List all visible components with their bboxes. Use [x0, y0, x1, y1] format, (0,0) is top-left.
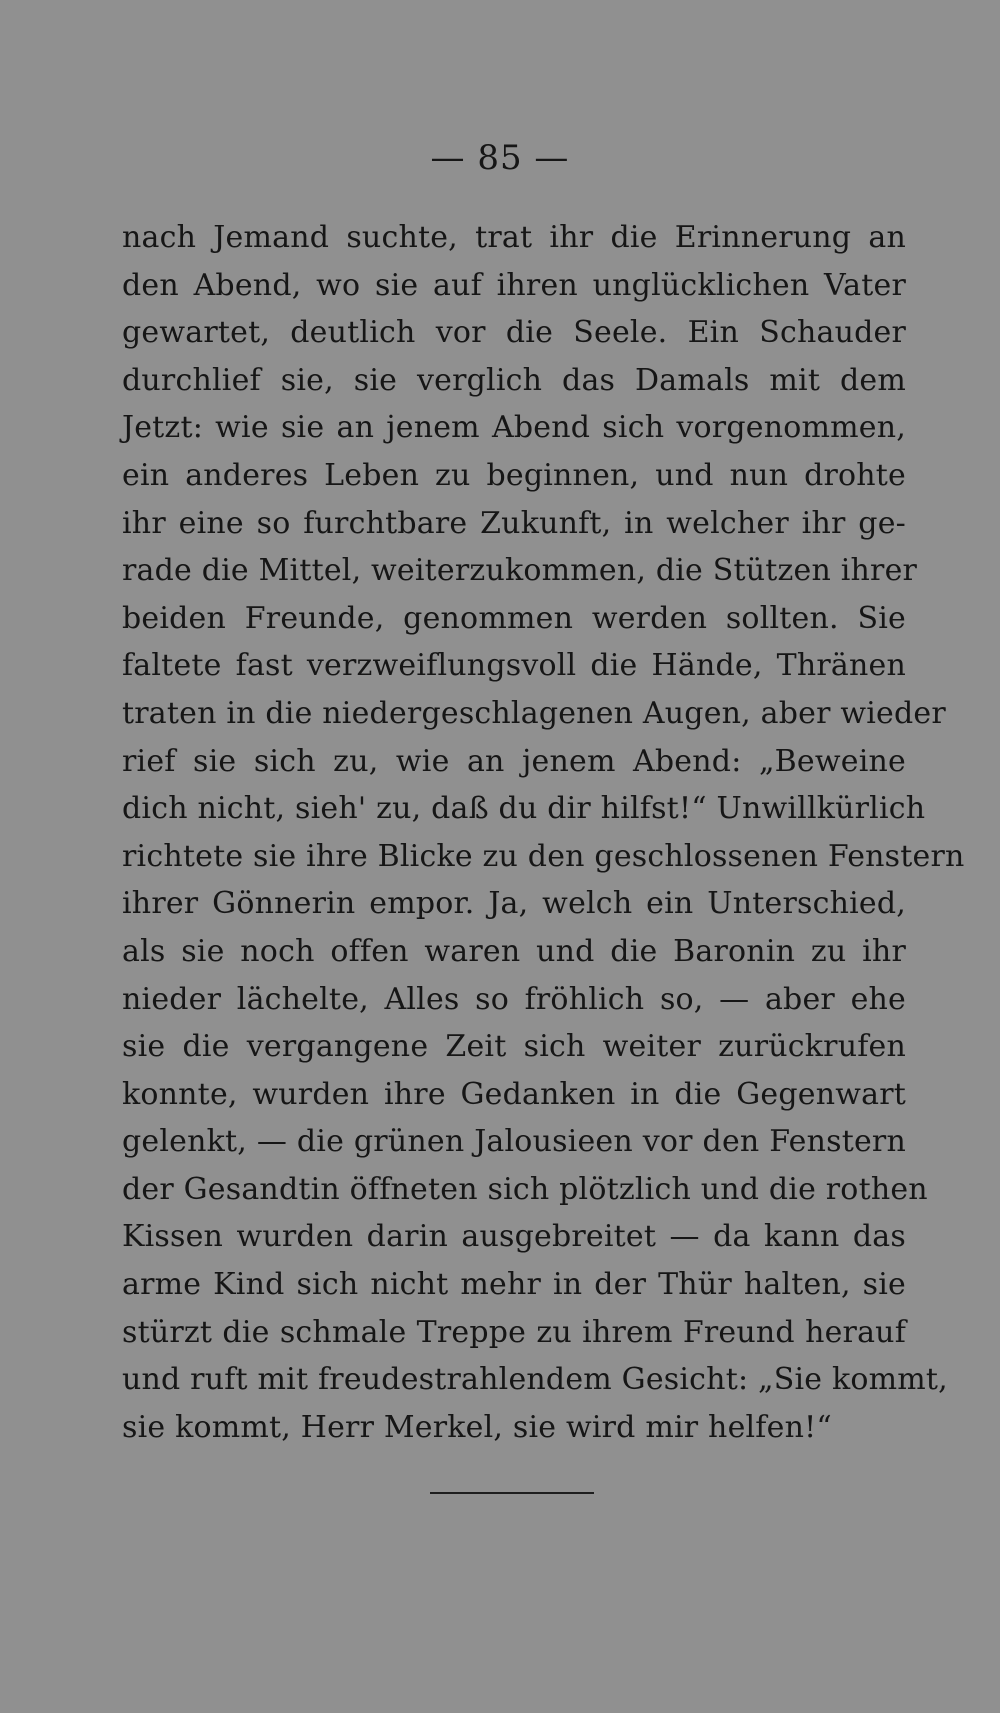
text-line: den Abend, wo sie auf ihren unglücklichen Vater: [122, 267, 906, 303]
text-line: durchlief sie, sie verglich das Damals mit dem: [122, 362, 906, 398]
text-line: nach Jemand suchte, trat ihr die Erinnerung an: [122, 220, 906, 255]
text-line: gelenkt, — die grünen Jalousieen vor den Fenstern: [122, 1124, 906, 1160]
text-line: arme Kind sich nicht mehr in der Thür halten, sie: [122, 1267, 906, 1303]
end-rule: [430, 1492, 594, 1494]
text-line: dich nicht, sieh' zu, daß du dir hilfst!“ Unwillkürlich: [122, 791, 926, 827]
text-line: stürzt die schmale Treppe zu ihrem Freund herauf: [122, 1314, 906, 1350]
text-line: als sie noch offen waren und die Baronin zu ihr: [122, 933, 906, 969]
text-line: faltete fast verzweiflungsvoll die Hände, Thränen: [122, 648, 906, 684]
page-number: — 85 —: [430, 138, 570, 178]
text-line: Kissen wurden darin ausgebreitet — da kann das: [122, 1219, 906, 1255]
text-line: ihrer Gönnerin empor. Ja, welch ein Unterschied,: [122, 886, 906, 922]
text-line: Jetzt: wie sie an jenem Abend sich vorgenommen,: [122, 410, 906, 446]
text-line: beiden Freunde, genommen werden sollten. Sie: [122, 600, 906, 636]
text-line: sie kommt, Herr Merkel, sie wird mir helfen!“: [122, 1409, 832, 1445]
text-line: rade die Mittel, weiterzukommen, die Stützen ihrer: [122, 553, 918, 589]
text-line: der Gesandtin öffneten sich plötzlich und die rothen: [122, 1171, 928, 1207]
text-line: richtete sie ihre Blicke zu den geschlossenen Fenstern: [122, 838, 965, 874]
text-line: ein anderes Leben zu beginnen, und nun drohte: [122, 457, 906, 493]
text-line: konnte, wurden ihre Gedanken in die Gegenwart: [122, 1076, 906, 1112]
text-line: rief sie sich zu, wie an jenem Abend: „Beweine: [122, 743, 906, 779]
text-line: traten in die niedergeschlagenen Augen, aber wieder: [122, 695, 946, 731]
text-line: nieder lächelte, Alles so fröhlich so, — aber ehe: [122, 981, 906, 1017]
body-text: [122, 214, 965, 1451]
text-line: ihr eine so furchtbare Zukunft, in welcher ihr ge-: [122, 505, 906, 541]
text-line: sie die vergangene Zeit sich weiter zurückrufen: [122, 1029, 906, 1065]
text-line: gewartet, deutlich vor die Seele. Ein Schauder: [122, 315, 906, 351]
text-line: und ruft mit freudestrahlendem Gesicht: „Sie kommt,: [122, 1362, 948, 1398]
